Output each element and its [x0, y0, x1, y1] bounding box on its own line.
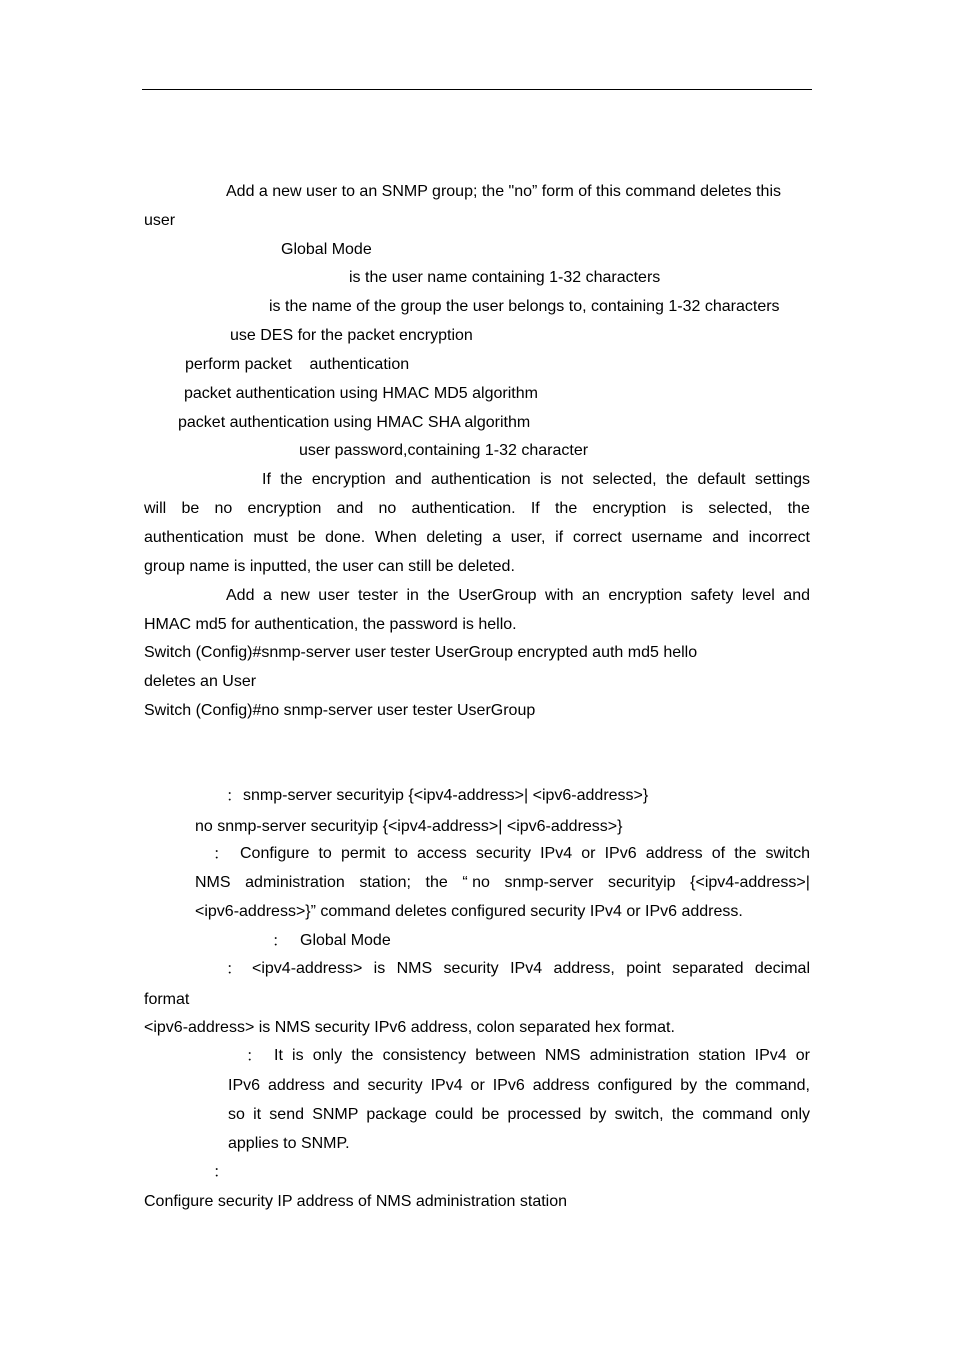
s1-example-command2: Switch (Config)#no snmp-server user tester UserGroup [144, 702, 536, 719]
s1-usage-line2 [144, 499, 810, 519]
s1-description-line2: user [144, 212, 176, 229]
s2-param-line1: <ipv4-address> is NMS security IPv4 address, point separated decimal [252, 960, 810, 977]
s2-function-line1: Configure to permit to access security IPv4 or IPv6 address of the switch [240, 845, 810, 862]
s2-function-line3: <ipv6-address>}” command deletes configured security IPv4 or IPv6 address. [195, 903, 743, 920]
s2-function-line2 [195, 873, 810, 893]
s2-command: snmp-server securityip {<ipv4-address>| <ipv6-address>} [243, 787, 649, 804]
s2-function-line2-word: NMS [195, 874, 231, 891]
s2-param-line2: format [144, 991, 190, 1008]
s1-param-auth: perform packet authentication [185, 356, 410, 373]
s2-function-line2-word: {<ipv4-address>| [690, 874, 810, 891]
s2-example-line: Configure security IP address of NMS administration station [144, 1193, 568, 1210]
s1-description-line1: Add a new user to an SNMP group; the "no” form of this command deletes this [226, 183, 781, 200]
s2-usage-line4: applies to SNMP. [228, 1135, 350, 1152]
s2-function-line2-word: securityip [607, 874, 676, 891]
s2-usage-line1: It is only the consistency between NMS administration station IPv4 or [274, 1047, 810, 1064]
s2-example-colon: ： [213, 1164, 230, 1181]
s1-usage-line2-word: If [530, 500, 540, 517]
s2-function-line2-word: the [425, 874, 448, 891]
s1-example-line2: HMAC md5 for authentication, the password is hello. [144, 616, 517, 633]
s1-usage-line2-word: is [681, 500, 694, 517]
s1-usage-line2-word: encryption [592, 500, 667, 517]
s2-function-colon: ： [213, 846, 230, 863]
s1-usage-line1: If the encryption and authentication is not selected, the default settings [262, 471, 810, 488]
s1-usage-line2-word: and [336, 500, 364, 517]
s2-mode-colon: ： [272, 933, 289, 950]
s1-usage-line2-word: will [144, 500, 167, 517]
s2-function-line2-word: station; [359, 874, 411, 891]
s1-command-mode: Global Mode [281, 241, 372, 258]
s1-param-sha: packet authentication using HMAC SHA algorithm [178, 414, 531, 431]
s2-command-colon: ： [226, 788, 243, 805]
s1-param-groupname: is the name of the group the user belongs to, containing 1-32 characters [269, 298, 780, 315]
s1-usage-line2-word: the [787, 500, 810, 517]
s1-usage-line2-word: encryption [247, 500, 322, 517]
s1-usage-line2-word: no [378, 500, 397, 517]
s1-param-username: is the user name containing 1-32 characters [349, 269, 661, 286]
s2-usage-line3: so it send SNMP package could be processed by switch, the command only [228, 1106, 810, 1123]
s2-param-line3: <ipv6-address> is NMS security IPv6 address, colon separated hex format. [144, 1019, 675, 1036]
s1-usage-line2-word: authentication. [411, 500, 516, 517]
header-rule [142, 89, 812, 90]
s1-usage-line3: authentication must be done. When deleting a user, if correct username and incorrect [144, 529, 810, 546]
s1-usage-line4: group name is inputted, the user can still be deleted. [144, 558, 515, 575]
s2-function-line2-word: administration [245, 874, 345, 891]
s2-no-command: no snmp-server securityip {<ipv4-address>| <ipv6-address>} [195, 818, 623, 835]
s1-param-md5: packet authentication using HMAC MD5 algorithm [184, 385, 538, 402]
s2-function-line2-word: “ no [462, 874, 490, 891]
s1-example-note: deletes an User [144, 673, 257, 690]
s1-usage-line2-word: no [214, 500, 233, 517]
s2-usage-line2: IPv6 address and security IPv4 or IPv6 address configured by the command, [228, 1077, 810, 1094]
s2-function-line2-word: snmp-server [504, 874, 594, 891]
s1-usage-line2-word: the [554, 500, 578, 517]
s2-command-mode: Global Mode [300, 932, 391, 949]
s2-param-colon: ： [226, 961, 243, 978]
s1-example-command1: Switch (Config)#snmp-server user tester UserGroup encrypted auth md5 hello [144, 644, 698, 661]
s1-param-encrypted: use DES for the packet encryption [230, 327, 473, 344]
s1-param-password: user password,containing 1-32 character [299, 442, 589, 459]
s1-example-line1: Add a new user tester in the UserGroup with an encryption safety level and [226, 587, 810, 604]
s1-usage-line2-word: be [181, 500, 200, 517]
s2-usage-colon: ： [246, 1048, 263, 1065]
s1-usage-line2-word: selected, [708, 500, 773, 517]
